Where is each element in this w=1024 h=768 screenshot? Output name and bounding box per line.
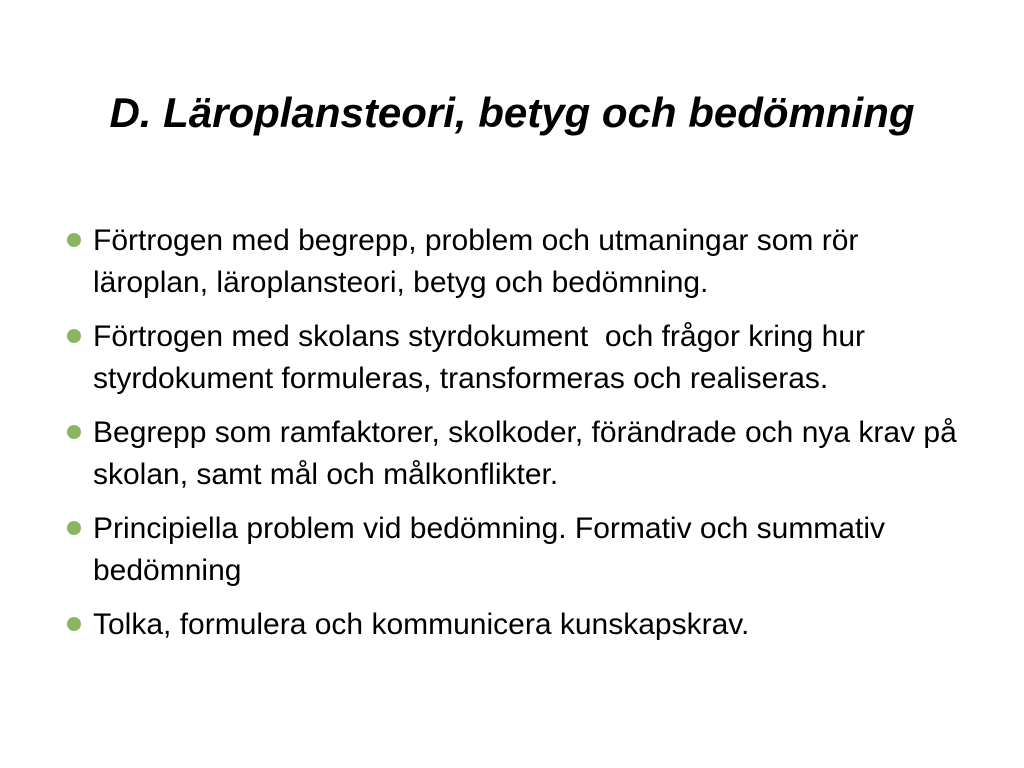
bullet-text: Förtrogen med skolans styrdokument och frågor kring hur styrdokument formuleras, transformeras och realiseras.	[93, 320, 874, 395]
bullet-dot-icon	[67, 617, 81, 631]
slide-title: D. Läroplansteori, betyg och bedömning	[109, 89, 915, 136]
bullet-item	[64, 316, 964, 399]
bullet-item	[64, 508, 964, 591]
bullet-list	[64, 220, 964, 659]
bullet-item	[64, 604, 964, 646]
bullet-dot-icon	[67, 521, 81, 535]
bullet-text: Begrepp som ramfaktorer, skolkoder, förändrade och nya krav på skolan, samt mål och målkonflikter.	[93, 416, 966, 491]
bullet-text: Förtrogen med begrepp, problem och utmaningar som rör läroplan, läroplansteori, betyg och bedömning.	[93, 224, 867, 299]
bullet-dot-icon	[67, 425, 81, 439]
bullet-item	[64, 220, 964, 303]
bullet-item	[64, 412, 964, 495]
bullet-dot-icon	[67, 233, 81, 247]
bullet-text: Principiella problem vid bedömning. Formativ och summativ bedömning	[93, 512, 894, 587]
bullet-dot-icon	[67, 329, 81, 343]
bullet-text: Tolka, formulera och kommunicera kunskapskrav.	[93, 608, 750, 641]
